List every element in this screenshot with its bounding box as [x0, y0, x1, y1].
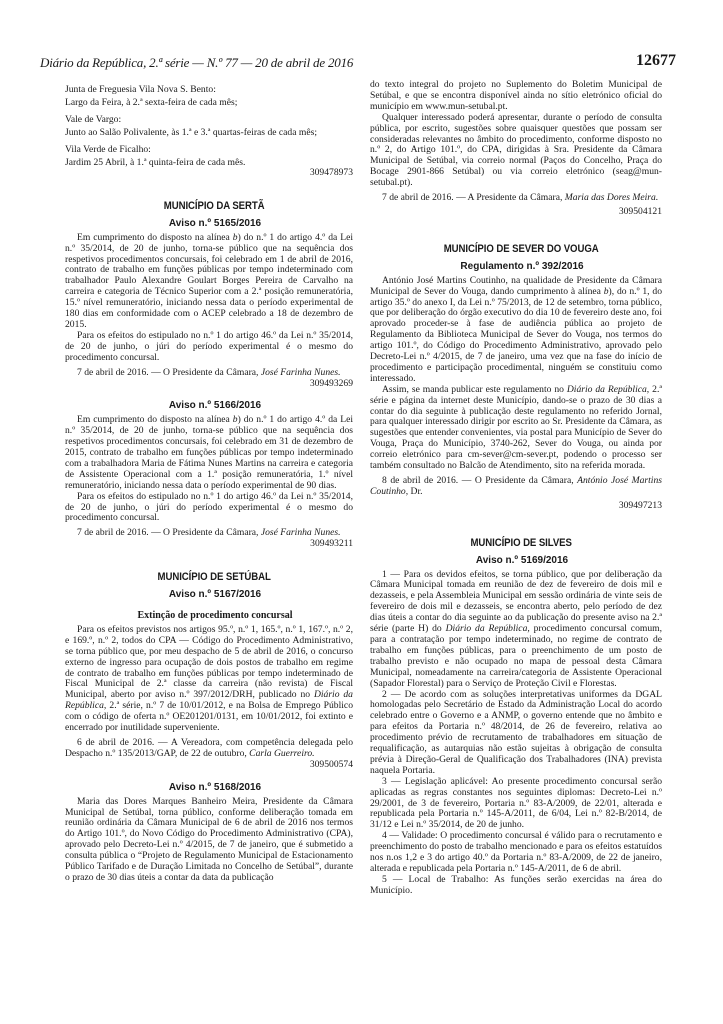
notice-paragraph: 5 — Local de Trabalho: As funções serão exercidas na área do Município. [370, 873, 662, 896]
schedule-line: Junta de Freguesia Vila Nova S. Bento: [65, 84, 216, 95]
schedule-line: Vale de Vargo: [65, 114, 122, 125]
journal-title: Diário da República, 2.ª série — N.º 77 — 20 de abril de 2016 [40, 55, 354, 70]
notice-paragraph: 2 — De acordo com as soluções interpretativas uniformes da DGAL homologadas pelo Secretário de Estado da Administração Local do acordo celebrado entre o Governo e a ANMP, o governo entende que no âmbito e para efeitos da Portaria n.º 48/2014, de 26 de fevereiro, relativa ao procedimento prévio de recrutamento de trabalhadores em situação de requalificação, as autarquias não estão sujeitas à obrigação de consulta prévia à Direção-Geral de Qualificação dos Trabalhadores (INA) prevista naquela Portaria. [370, 688, 662, 776]
notice-paragraph: Assim, se manda publicar este regulamento no Diário da República, 2.ª série e página da internet deste Município, dando-se o prazo de 30 dias a contar do dia seguinte à publicação deste regulamento no referido Jornal, para qualquer interessado dirigir por escrito ao Sr. Presidente da Câmara, as sugestões que entender convenientes, via postal para Município de Sever do Vouga, Praça do Município, 3740-262, Sever do Vouga, ou ainda por correio eletrónico para cm-sever@cm-sever.pt, podendo o processo ser também consultado no Balcão de Atendimento, sito na referida morada. [370, 383, 662, 472]
notice-paragraph: 1 — Para os devidos efeitos, se torna público, que por deliberação da Câmara Municipal tomada em reunião de dez de fevereiro de dois mil e dezasseis, e pela Assembleia Municipal em sessão ordinária de vinte seis de fevereiro de dois mil e dezasseis, se encontra aberto, pelo período de dez dias úteis a contar do dia seguinte ao da publicação do presente aviso na 2.ª série (parte H) do Diário da República, procedimento concursal comum, para a contratação por tempo indeterminado, no regime de contrato de trabalho em funções públicas, para o preenchimento de um posto de trabalho previsto e não ocupado no mapa de pessoal desta Câmara Municipal, nomeadamente na carreira/categoria de Assistente Operacional (Sapador Florestal) para o Serviço de Proteção Civil e Florestas. [370, 568, 662, 689]
page-number: 12677 [636, 52, 676, 69]
notice-paragraph: Para os efeitos do estipulado no n.º 1 do artigo 46.º da Lei n.º 35/2014, de 20 de junho, o júri do período experimental é o mesmo do procedimento concursal. [65, 490, 353, 524]
notice-subtitle: Extinção de procedimento concursal [137, 610, 293, 621]
notice-title: Aviso n.º 5167/2016 [168, 589, 262, 601]
notice-title: Aviso n.º 5168/2016 [168, 781, 262, 793]
reference-number: 309493211 [310, 538, 353, 550]
notice-paragraph: Para os efeitos do estipulado no n.º 1 do artigo 46.º da Lei n.º 35/2014, de 20 de junho, o júri do período experimental é o mesmo do procedimento concursal. [65, 329, 353, 363]
schedule-line: Junto ao Salão Polivalente, às 1.ª e 3.ª quartas-feiras de cada mês; [65, 127, 317, 138]
page-header [40, 52, 676, 72]
left-column [65, 83, 353, 884]
municipality-heading: MUNICÍPIO DE SETÚBAL [157, 571, 271, 584]
municipality-heading: MUNICÍPIO DA SERTÃ [163, 199, 265, 212]
notice-paragraph: Em cumprimento do disposto na alínea b) do n.º 1 do artigo 4.º da Lei n.º 35/2014, de 20 de junho, torna-se público que na sequência dos respetivos procedimentos concursais, foi celebrado em 31 de dezembro de 2015, contrato de trabalho em funções públicas por tempo indeterminado com a trabalhadora Maria de Fátima Nunes Martins na carreira e categoria de Assistente Operacional com a 1.ª posição remuneratória, 1.º nível remuneratório, iniciando nessa data o período experimental de 90 dias. [65, 414, 353, 491]
municipality-heading: MUNICÍPIO DE SEVER DO VOUGA [443, 242, 599, 255]
notice-paragraph: Maria das Dores Marques Banheiro Meira, Presidente da Câmara Municipal de Setúbal, torna público, conforme deliberação tomada em reunião ordinária da Câmara Municipal de 6 de abril de 2016 nos termos do Artigo 101.º, do Novo Código do Procedimento Administrativo (CPA), aprovado pelo Decreto-Lei n.º 4/2015, de 7 de janeiro, que é submetido a consulta pública o “Projeto de Regulamento Municipal de Estacionamento Público Tarifado e de Duração Limitada no Concelho de Setúbal”, durante o prazo de 30 dias úteis a contar da data da publicação [65, 795, 353, 883]
notice-paragraph: Qualquer interessado poderá apresentar, durante o período de consulta pública, por escrito, sugestões sobre quaisquer questões que possam ser consideradas relevantes no âmbito do procedimento, conforme disposto no n.º 2, do Artigo 101.º, do CPA, dirigidas à Sra. Presidente da Câmara Municipal de Setúbal, via correio normal (Paços do Concelho, Praça do Bocage 2901-866 Setúbal) ou via correio eletrónico (seag@mun-setubal.pt). [370, 111, 662, 189]
municipality-heading: MUNICÍPIO DE SILVES [470, 536, 572, 549]
reference-number: 309497213 [618, 499, 662, 511]
notice-title: Aviso n.º 5166/2016 [168, 400, 262, 412]
reference-number: 309500574 [309, 758, 353, 770]
schedule-line: Vila Verde de Ficalho: [65, 144, 151, 155]
notice-paragraph: Em cumprimento do disposto na alínea b) do n.º 1 do artigo 4.º da Lei n.º 35/2014, de 20 de junho, torna-se público que na sequência dos respetivos procedimentos concursais, foi celebrado em 1 de abril de 2016, contrato de trabalho em funções públicas por tempo indeterminado com trabalhador Paulo Alexandre Goulart Borges Pereira de Carvalho na carreira e categoria de Técnico Superior com a 2.ª posição remuneratória, 15.º nível remuneratório, iniciando nessa data o período experimental de 180 dias em conformidade com o ACEP celebrado a 18 de dezembro de 2015. [65, 231, 353, 330]
reference-number: 309478973 [309, 167, 353, 178]
schedule-line: Jardim 25 Abril, à 1.ª quinta-feira de cada mês. [65, 157, 246, 168]
notice-title: Aviso n.º 5165/2016 [168, 217, 262, 229]
intro-schedule [65, 83, 353, 179]
notice-paragraph: António José Martins Coutinho, na qualidade de Presidente da Câmara Municipal de Sever do Vouga, dando cumprimento à alínea b), do n.º 1, do artigo 35.º do anexo I, da Lei n.º 75/2013, de 12 de setembro, torna público, que por deliberação do órgão executivo do dia 10 de fevereiro deste ano, foi aprovado proceder-se à fase de audiência pública ao projeto de Regulamento da Biblioteca Municipal de Sever do Vouga, nos termos do artigo 101.º, do Código do Procedimento Administrativo, aprovado pelo Decreto-Lei n.º 4/2015, de 7 de janeiro, uma vez que na fase do início de procedimento e participação procedimental, ninguém se constituiu como interessado. [370, 274, 662, 384]
schedule-line: Largo da Feira, à 2.ª sexta-feira de cada mês; [65, 97, 238, 108]
notice-title: Aviso n.º 5169/2016 [475, 554, 569, 566]
right-column [370, 80, 662, 897]
notice-paragraph: Para os efeitos previstos nos artigos 95.º, n.º 1, 165.º, n.º 1, 167.º, n.º 2, e 169.º, n.º 2, todos do CPA — Código do Procedimento Administrativo, se torna público que, por meu despacho de 5 de abril de 2016, o concurso externo de ingresso para ocupação de dois postos de trabalho em regime de contrato de trabalho em funções públicas por tempo indeterminado de Fiscal Municipal de 2.ª classe da carreira (não revista) de Fiscal Municipal, aberto por aviso n.º 397/2012/DRH, publicado no Diário da República, 2.ª série, n.º 7 de 10/01/2012, e na Bolsa de Emprego Público com o código de oferta n.º OE201201/0131, em 10/01/2012, foi extinto e encerrado por inutilidade superveniente. [65, 623, 353, 734]
signature-line: 7 de abril de 2016. — O Presidente da Câmara, José Farinha Nunes. [77, 527, 341, 539]
signature-line: 6 de abril de 2016. — A Vereadora, com competência delegada pelo Despacho n.º 135/2013/GAP, de 22 de outubro, Carla Guerreiro. [65, 736, 353, 759]
notice-paragraph: do texto integral do projeto no Suplemento do Boletim Municipal de Setúbal, e que se encontra disponível ainda no sítio eletrónico oficial do município em www.mun-setubal.pt. [370, 79, 662, 112]
reference-number: 309504121 [618, 205, 662, 217]
regulation-title: Regulamento n.º 392/2016 [460, 260, 584, 272]
signature-line: 7 de abril de 2016. — O Presidente da Câmara, José Farinha Nunes. [77, 366, 341, 378]
notice-paragraph: 3 — Legislação aplicável: Ao presente procedimento concursal serão aplicadas as regras constantes nos seguintes diplomas: Decreto-Lei n.º 29/2001, de 3 de fevereiro, Portaria n.º 83-A/2009, de 22/01, alterada e republicada pela Portaria n.º 145-A/2011, de 6/04, Lei n.º 82-B/2014, de 31/12 e Lei n.º 35/2014, de 20 de junho. [370, 775, 662, 831]
signature-line: 7 de abril de 2016. — A Presidente da Câmara, Maria das Dores Meira. [382, 192, 659, 204]
signature-line: 8 de abril de 2016. — O Presidente da Câmara, António José Martins Coutinho, Dr. [370, 475, 663, 497]
notice-paragraph: 4 — Validade: O procedimento concursal é válido para o recrutamento e preenchimento do posto de trabalho mencionado e para os efeitos estatuídos nos n.os 1,2 e 3 do artigo 40.º da Portaria n.º 83-A/2009, de 22 de janeiro, alterada e republicada pela Portaria n.º 145-A/2011, de 6 de abril. [370, 830, 662, 874]
reference-number: 309493269 [309, 377, 353, 389]
